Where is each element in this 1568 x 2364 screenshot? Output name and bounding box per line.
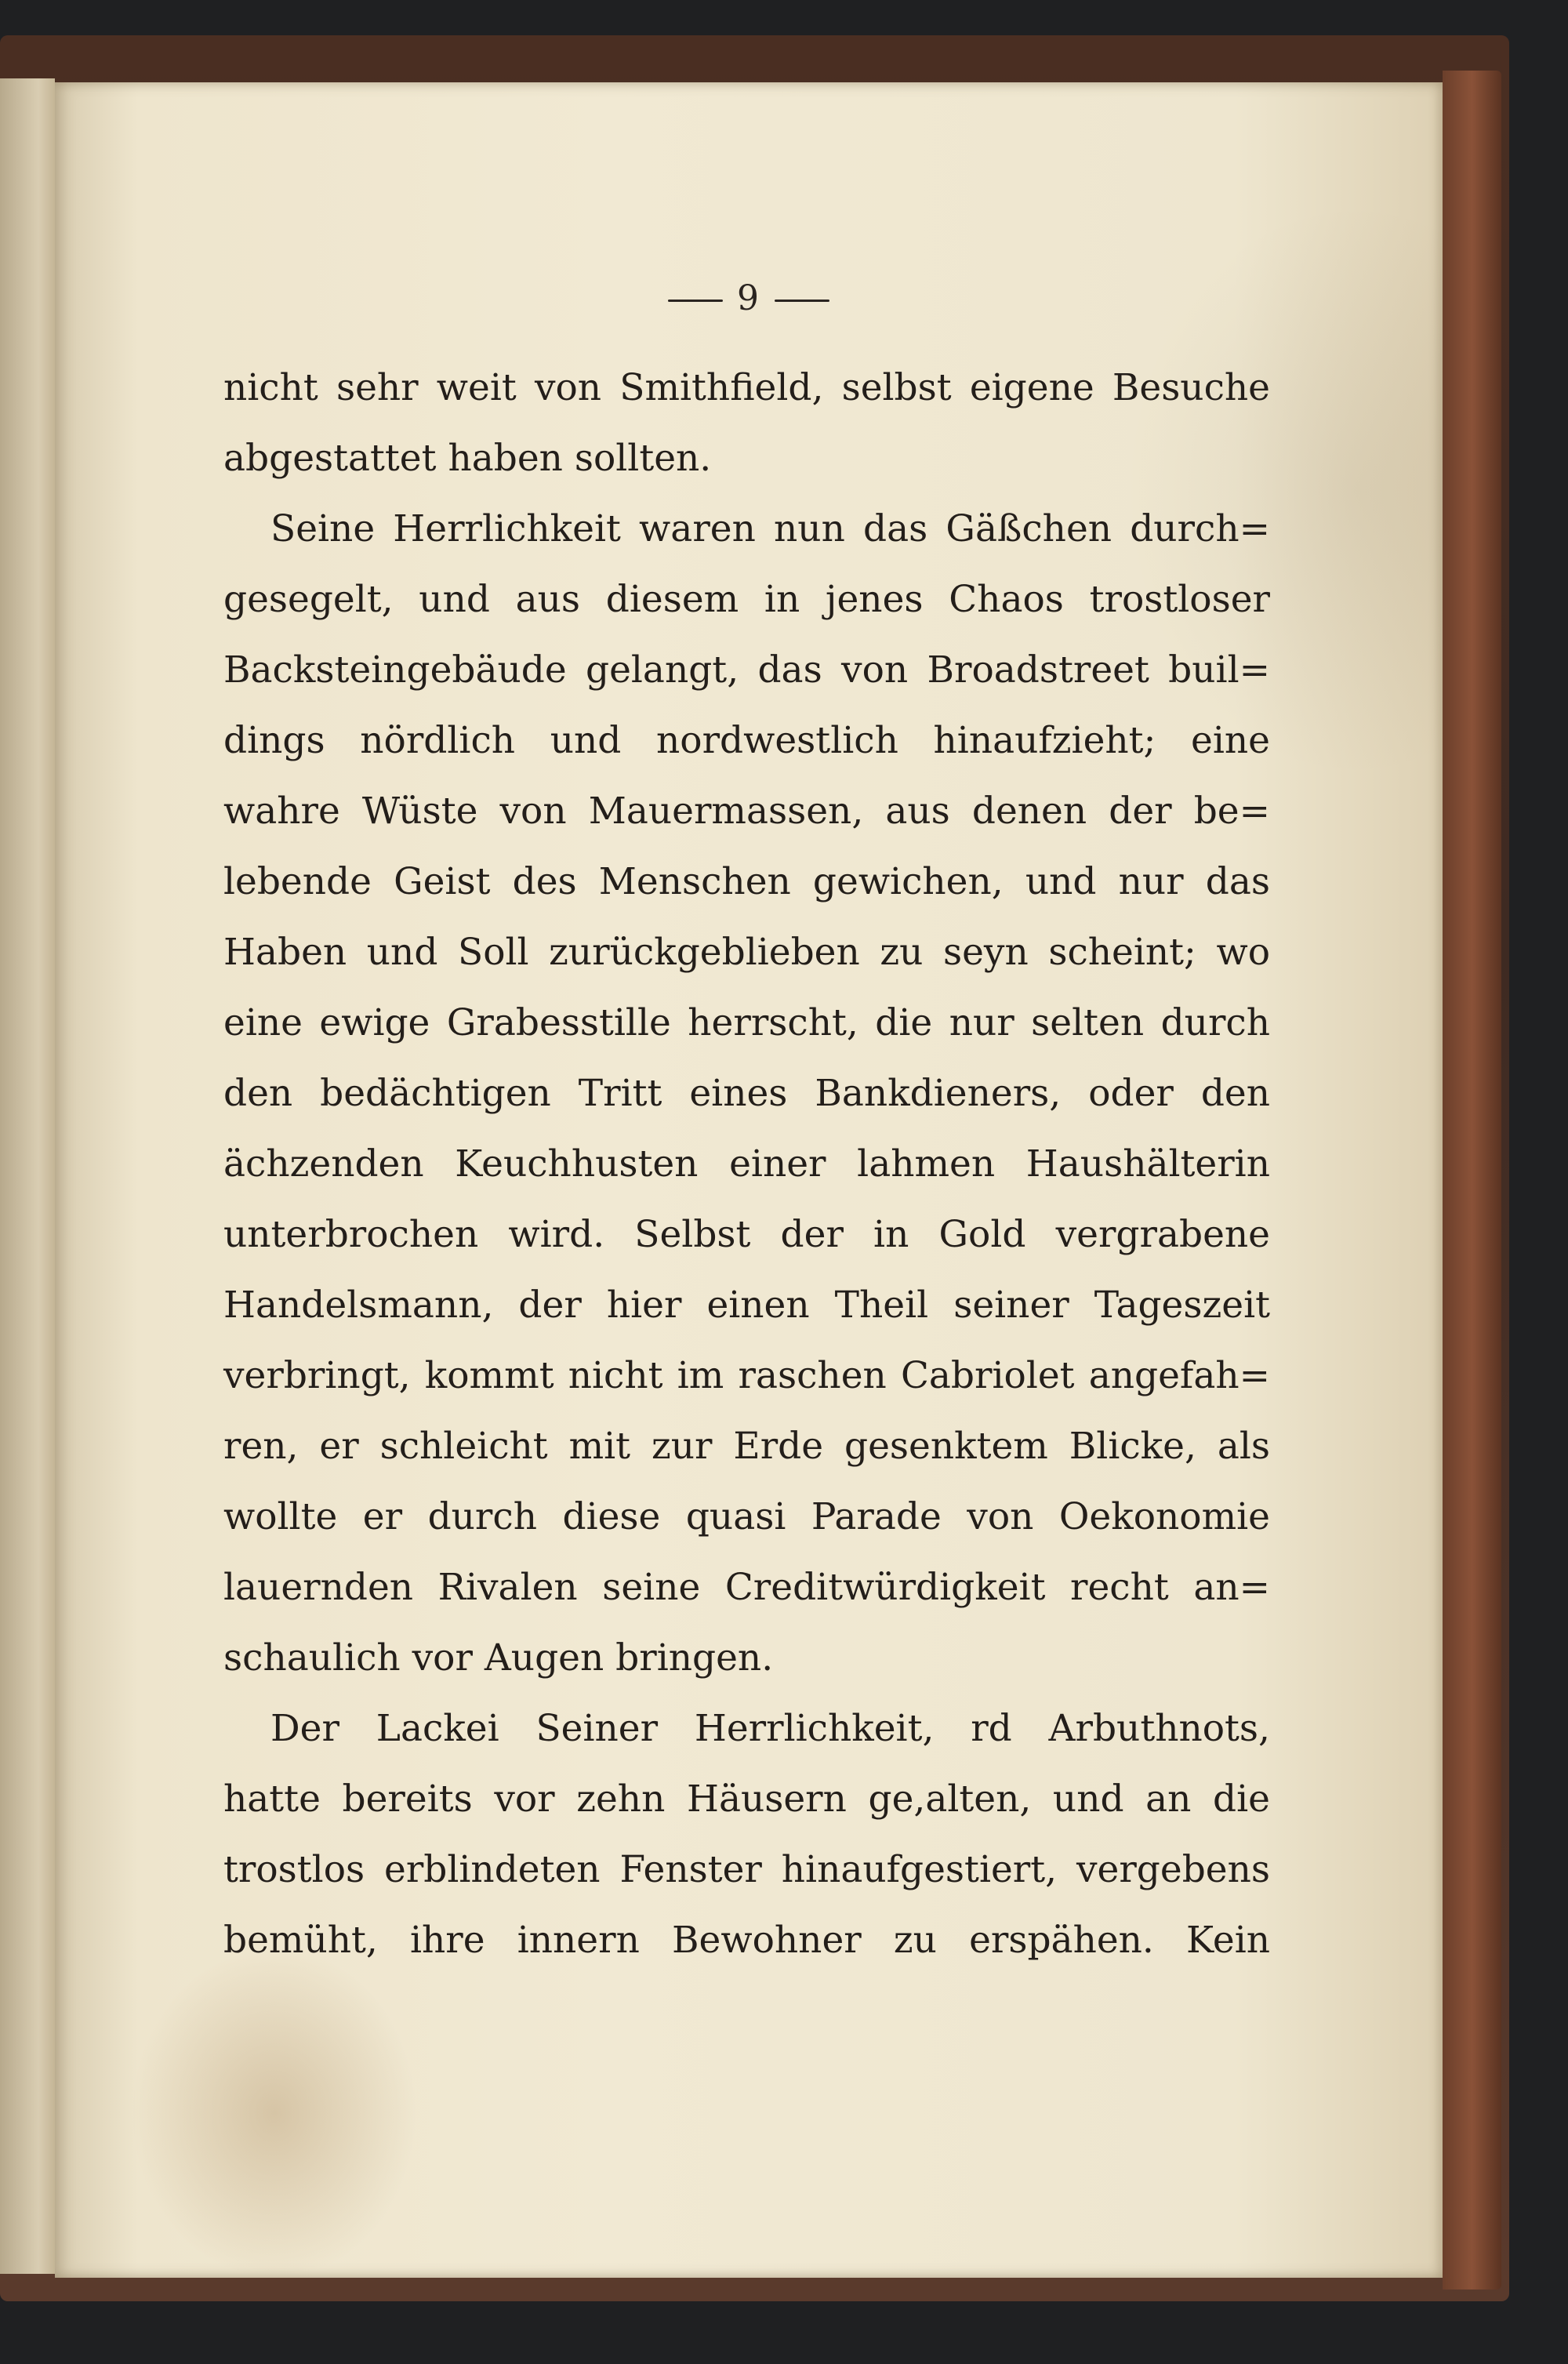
text-line: den bedächtigen Tritt eines Bankdieners, oder den <box>223 1072 1270 1115</box>
text-line: ächzenden Keuchhusten einer lahmen Haushälterin <box>223 1142 1270 1186</box>
text-line: Haben und Soll zurückgeblieben zu seyn scheint; wo <box>223 931 1270 974</box>
text-line: dings nördlich und nordwestlich hinaufzieht; eine <box>223 719 1270 762</box>
book-page <box>55 82 1443 2278</box>
text-line: bemüht, ihre innern Bewohner zu erspähen. Kein <box>223 1919 1270 1962</box>
text-line: lebende Geist des Menschen gewichen, und nur das <box>223 860 1270 903</box>
text-line: gesegelt, und aus diesem in jenes Chaos trostloser <box>223 578 1270 621</box>
text-line: ren, er schleicht mit zur Erde gesenktem Blicke, als <box>223 1425 1270 1468</box>
text-line: wollte er durch diese quasi Parade von Oekonomie <box>223 1495 1270 1538</box>
ornament-left <box>668 300 723 302</box>
text-line: abgestattet haben sollten. <box>223 437 712 480</box>
text-line: trostlos erblindeten Fenster hinaufgestiert, vergebens <box>223 1848 1270 1891</box>
facing-page-edge <box>0 78 55 2274</box>
text-line: wahre Wüste von Mauermassen, aus denen der be= <box>223 790 1270 833</box>
text-line: eine ewige Grabesstille herrscht, die nur selten durch <box>223 1001 1270 1044</box>
text-line: verbringt, kommt nicht im raschen Cabriolet angefah= <box>223 1354 1270 1397</box>
text-line: Handelsmann, der hier einen Theil seiner Tageszeit <box>223 1284 1270 1327</box>
page-header <box>55 278 1443 318</box>
text-line: nicht sehr weit von Smithfield, selbst eigene Besuche <box>223 366 1270 409</box>
ornament-right <box>775 300 829 302</box>
text-line: lauernden Rivalen seine Creditwürdigkeit recht an= <box>223 1566 1270 1609</box>
text-line: Seine Herrlichkeit waren nun das Gäßchen durch= <box>270 507 1270 550</box>
text-line: hatte bereits vor zehn Häusern ge,alten, und an die <box>223 1778 1270 1821</box>
text-line: schaulich vor Augen bringen. <box>223 1636 774 1679</box>
text-line: Backsteingebäude gelangt, das von Broadstreet buil= <box>223 648 1270 692</box>
book-cover-edge <box>1443 71 1501 2290</box>
text-line: Der Lackei Seiner Herrlichkeit, rd Arbuthnots, <box>270 1707 1270 1750</box>
text-line: unterbrochen wird. Selbst der in Gold vergrabene <box>223 1213 1270 1256</box>
page-number: 9 <box>737 278 760 318</box>
